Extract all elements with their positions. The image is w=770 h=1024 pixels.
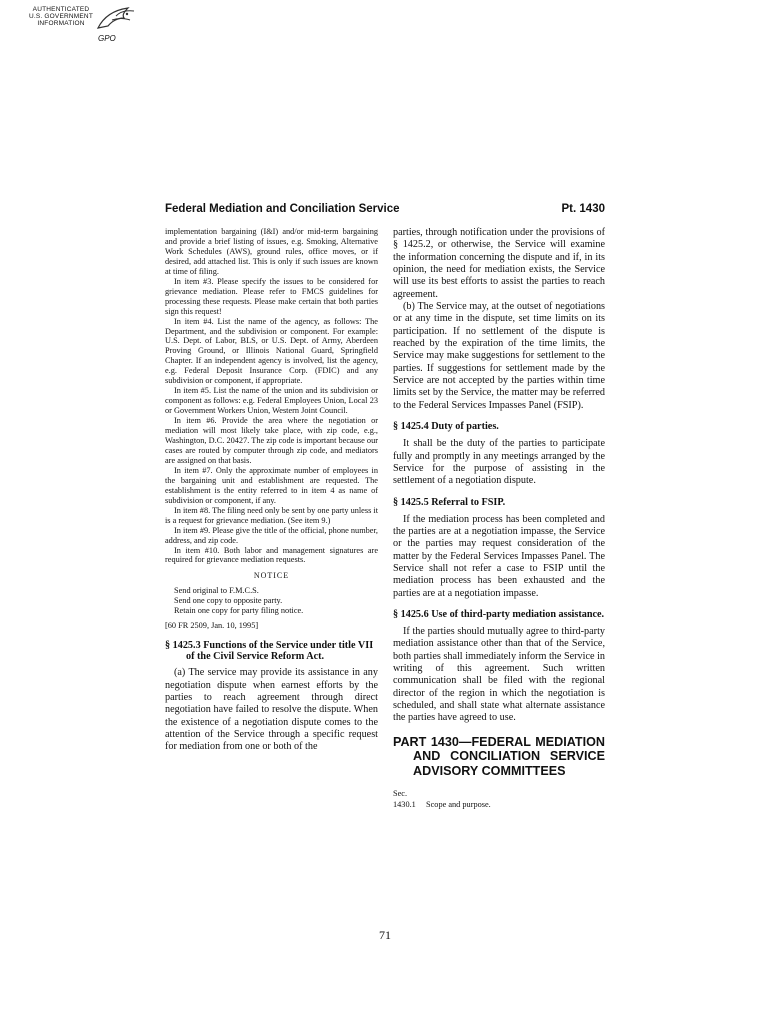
section-heading-1425-5: § 1425.5 Referral to FSIP. <box>393 496 506 508</box>
section-list-label: Sec. <box>393 789 408 799</box>
paragraph: In item #3. Please specify the issues to be considered for grievance mediation. Please refer to FMCS guidelines for processing these requests. Please make certain that both parties sign this request! <box>165 276 378 316</box>
paragraph: In item #7. Only the approximate number of employees in the bargaining unit and establishment are requested. The establishment is the entity referred to in item 4 as name of subdivision or component, if any. <box>165 465 378 505</box>
running-head-part: Pt. 1430 <box>561 203 605 215</box>
paragraph: If the mediation process has been completed and the parties are at a negotiation impasse, the Service or the parties may request consideration of the matter by the Federal Services Impasses Panel. The Service shall not refer a case to FSIP until the mediation process has been exhausted and the parties are at a negotiation impasse. <box>393 513 605 599</box>
paragraph: In item #5. List the name of the union and its subdivision or component as follows: e.g. Federal Employees Union, Local 23 or Government Workers Union, Western Joint Council. <box>165 386 378 416</box>
section-list-title: Scope and purpose. <box>426 800 491 810</box>
paragraph: In item #9. Please give the title of the official, phone number, address, and zip code. <box>165 525 378 545</box>
paragraph: implementation bargaining (I&I) and/or mid-term bargaining and provide a brief listing of issues, e.g. Smoking, Alternative Work Schedules (AWS), ground rules, office moves, or if desired, add attached list. This is only if such issues are known at time of filing. <box>165 227 378 276</box>
logo-line: AUTHENTICATED <box>32 6 90 13</box>
paragraph: In item #8. The filing need only be sent by one party unless it is a request for grievance mediation. (See item 9.) <box>165 505 379 525</box>
paragraph: In item #6. Provide the area where the negotiation or mediation will most likely take place, with zip code, e.g., Washington, D.C. 20427. The zip code is important because our cases are routed by computer through zip code, and mediators are assigned on that basis. <box>165 416 378 465</box>
section-number: § 1425.3 <box>165 640 201 652</box>
section-heading-1425-3 <box>165 640 378 662</box>
paragraph: In item #4. List the name of the agency, as follows: The Department, and the subdivision or component. For example: U.S. Dept. of Labor, BLS, or U.S. Dept. of Army, Aberdeen Proving Ground, or Illinois National Guard, Springfield Chapter. If an independent agency is involved, list the agency, e.g. Federal Deposit Insurance Corp. (FDIC) and any subdivision or component, if appropriate. <box>165 316 378 386</box>
running-head <box>165 203 605 219</box>
logo-line: INFORMATION <box>37 20 85 27</box>
paragraph: (a) The service may provide its assistance in any negotiation dispute when earnest efforts by the parties to reach agreement through direct negotiation have failed to resolve the dispute. When the existence of a negotiation dispute comes to the attention of the Service through a specific request for mediation from one or both of the <box>165 667 378 753</box>
paragraph: parties, through notification under the provisions of § 1425.2, or otherwise, the Service will examine the information concerning the dispute and if, in its opinion, the need for mediation exists, the Service will use its best efforts to assist the parties to reach agreement. <box>393 227 605 300</box>
paragraph: (b) The Service may, at the outset of negotiations or at any time in the dispute, set time limits on its participation. If no settlement of the dispute is reached by the expiration of the time limits, the Service may make suggestions for settlement to the parties. If suggestions for settlement made by the Service are not accepted by the parties within time limits set by the Service, the matter may be referred to the Federal Services Impasses Panel (FSIP). <box>393 301 605 411</box>
notice-heading: NOTICE <box>253 571 290 581</box>
page-number: 71 <box>379 928 391 942</box>
paragraph: In item #10. Both labor and management signatures are required for grievance mediation requests. <box>165 545 378 565</box>
section-heading-1425-6: § 1425.6 Use of third-party mediation assistance. <box>393 608 605 620</box>
section-list <box>393 788 605 810</box>
section-list-item <box>393 799 605 810</box>
running-head-agency: Federal Mediation and Conciliation Service <box>165 203 400 215</box>
section-list-number: 1430.1 <box>393 800 416 810</box>
paragraph: If the parties should mutually agree to third-party mediation assistance other than that of the Service, both parties shall immediately inform the Service in writing of this agreement. Such written communication shall be filed with the regional director of the region in which the negotiation is scheduled, and shall state what alternate assistance the parties have agreed to use. <box>393 625 605 724</box>
part-heading: PART 1430—FEDERAL MEDIATION AND CONCILIATION SERVICE ADVISORY COMMITTEES <box>393 734 605 778</box>
notice-line: Retain one copy for party filing notice. <box>174 606 304 616</box>
logo-abbr: GPO <box>98 34 116 43</box>
paragraph: It shall be the duty of the parties to participate fully and promptly in any meetings arranged by the Service for the purpose of assisting in the settlement of a negotiation dispute. <box>393 438 605 487</box>
citation: [60 FR 2509, Jan. 10, 1995] <box>165 621 259 631</box>
right-column <box>393 227 605 810</box>
eagle-icon <box>94 6 140 36</box>
left-column <box>165 227 378 754</box>
notice-line: Send one copy to opposite party. <box>174 596 283 606</box>
section-title: Functions of the Service under title VII of the Civil Service Reform Act. <box>186 640 374 663</box>
section-heading-1425-4: § 1425.4 Duty of parties. <box>393 421 499 433</box>
notice-line: Send original to F.M.C.S. <box>174 586 259 596</box>
logo-line: U.S. GOVERNMENT <box>28 13 94 20</box>
gpo-authentication-logo <box>22 6 142 42</box>
